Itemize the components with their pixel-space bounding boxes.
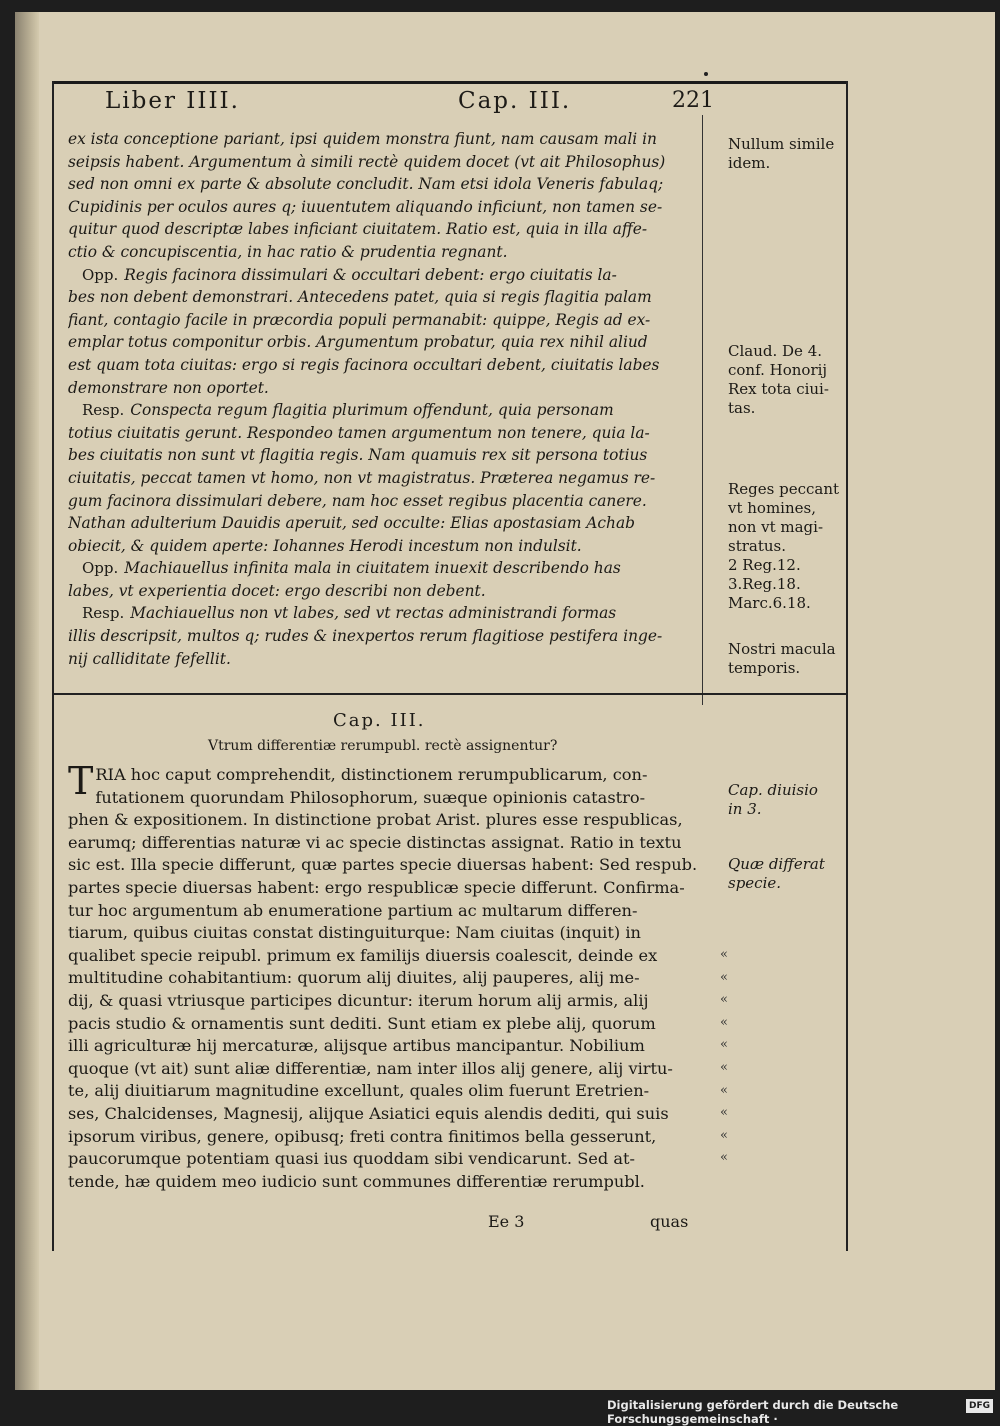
upper-line-text: ciuitatis, peccat tamen vt homo, non vt magistratus. Præterea negamus re- bbox=[68, 468, 656, 487]
lower-text-line: sic est. Illa specie differunt, quæ partes specie diuersas habent: Sed respub. bbox=[68, 855, 698, 875]
margin-note-line: conf. Honorij bbox=[728, 361, 828, 379]
upper-text-line bbox=[68, 264, 708, 287]
margin-note-line: Nullum simile bbox=[728, 135, 835, 153]
upper-line-text: labes, vt experientia docet: ergo describi non debent. bbox=[68, 581, 486, 600]
margin-note-line: Cap. diuisio bbox=[728, 781, 818, 799]
margin-note-line: 2 Reg.12. bbox=[728, 556, 801, 574]
upper-text-line bbox=[68, 422, 708, 445]
upper-line-text: Machiauellus infinita mala in ciuitatem inuexit describendo has bbox=[124, 559, 621, 578]
upper-text-line bbox=[68, 218, 708, 241]
upper-line-text: fiant, contagio facile in præcordia populi permanabit: quippe, Regis ad ex- bbox=[68, 310, 651, 329]
margin-note-2 bbox=[728, 342, 829, 418]
margin-note-line: idem. bbox=[728, 154, 771, 172]
upper-line-text: Cupidinis per oculos aures q; iuuentutem aliquando inficiunt, non tamen se- bbox=[68, 197, 663, 216]
margin-note-line: tas. bbox=[728, 399, 756, 417]
ink-dot bbox=[704, 72, 708, 76]
upper-line-text: bes non debent demonstrari. Antecedens patet, quia si regis flagitia palam bbox=[68, 288, 652, 307]
objection-label: Opp. bbox=[82, 265, 119, 284]
quote-mark: « bbox=[720, 1127, 728, 1143]
upper-line-text: emplar totus componitur orbis. Argumentum probatur, quia rex nihil aliud bbox=[68, 333, 648, 352]
quote-mark: « bbox=[720, 947, 728, 962]
quote-mark: « bbox=[720, 969, 728, 985]
quote-mark: « bbox=[720, 992, 728, 1008]
lower-text-line: RIA hoc caput comprehendit, distinctionem rerumpublicarum, con- bbox=[95, 765, 648, 784]
upper-line-text: gum facinora dissimulari debere, nam hoc esset regibus placentia canere. bbox=[68, 491, 647, 510]
margin-note-4 bbox=[728, 640, 836, 678]
margin-note-5 bbox=[728, 781, 818, 819]
margin-note-6 bbox=[728, 855, 825, 893]
lower-text-line: dij, & quasi vtriusque participes dicuntur: iterum horum alij armis, alij bbox=[68, 990, 649, 1010]
right-frame-rule bbox=[846, 81, 848, 1251]
lower-text-line: phen & expositionem. In distinctione probat Arist. plures esse respublicas, bbox=[68, 810, 683, 830]
dfg-logo: DFG bbox=[966, 1399, 993, 1413]
margin-note-line: stratus. bbox=[728, 537, 786, 555]
upper-line-text: seipsis habent. Argumentum à simili rectè quidem docet (vt ait Philosophus) bbox=[68, 152, 666, 171]
quote-mark: « bbox=[720, 1150, 728, 1166]
lower-text-line: earumq; differentias naturæ vi ac specie distinctas assignat. Ratio in textu bbox=[68, 832, 682, 852]
margin-note-line: non vt magi- bbox=[728, 518, 824, 536]
lower-text-block bbox=[68, 759, 708, 1193]
quote-mark: « bbox=[720, 1105, 728, 1121]
lower-text-line: futationem quorundam Philosophorum, suæque opinionis catastro- bbox=[95, 787, 646, 807]
lower-text-line: pacis studio & ornamentis sunt dediti. Sunt etiam ex plebe alij, quorum bbox=[68, 1013, 656, 1033]
upper-text-line bbox=[68, 490, 708, 513]
top-frame-rule bbox=[52, 81, 848, 84]
running-head bbox=[0, 88, 1000, 120]
lower-text-line: te, alij diuitiarum magnitudine excellunt, quales olim fuerunt Eretrien- bbox=[68, 1081, 650, 1101]
objection-label: Resp. bbox=[82, 604, 125, 623]
upper-text-line bbox=[68, 557, 708, 580]
lower-text-line: tende, hæ quidem meo iudicio sunt communes differentiæ rerumpubl. bbox=[68, 1171, 645, 1191]
margin-note-3 bbox=[728, 480, 839, 613]
upper-line-text: Nathan adulterium Dauidis aperuit, sed occulte: Elias apostasiam Achab bbox=[68, 514, 635, 533]
upper-text-line bbox=[68, 602, 708, 625]
margin-note-line: vt homines, bbox=[728, 499, 816, 517]
lower-text-line: tiarum, quibus ciuitas constat distinguiturque: Nam ciuitas (inquit) in bbox=[68, 923, 641, 943]
upper-line-text: sed non omni ex parte & absolute concludit. Nam etsi idola Veneris fabulaq; bbox=[68, 175, 664, 194]
chapter-question: Vtrum differentiæ rerumpubl. rectè assignentur? bbox=[208, 738, 558, 754]
upper-line-text: est quam tota ciuitas: ergo si regis facinora occultari debent, ciuitatis labes bbox=[68, 355, 660, 374]
upper-line-text: ex ista conceptione pariant, ipsi quidem monstra fiunt, nam causam mali in bbox=[68, 130, 657, 148]
margin-note-line: in 3. bbox=[728, 800, 762, 818]
objection-label: Opp. bbox=[82, 559, 119, 578]
upper-text-line bbox=[68, 399, 708, 422]
margin-note-line: Claud. De 4. bbox=[728, 342, 822, 360]
quotation-marks-column bbox=[720, 944, 750, 1170]
lower-text-line: partes specie diuersas habent: ergo respublicæ specie differunt. Confirma- bbox=[68, 877, 685, 897]
upper-text-line bbox=[68, 173, 708, 196]
upper-line-text: nij calliditate fefellit. bbox=[68, 649, 231, 668]
upper-text-line bbox=[68, 377, 708, 400]
upper-text-line bbox=[68, 512, 708, 535]
upper-text-line bbox=[68, 151, 708, 174]
catchword: quas bbox=[650, 1212, 689, 1231]
upper-line-text: illis descripsit, multos q; rudes & inexpertos rerum flagitiose pestifera inge- bbox=[68, 627, 663, 646]
margin-note-line: Marc.6.18. bbox=[728, 594, 811, 612]
upper-text-line bbox=[68, 196, 708, 219]
quote-mark: « bbox=[720, 1059, 728, 1075]
margin-note-line: Nostri macula bbox=[728, 640, 836, 658]
upper-text-line bbox=[68, 286, 708, 309]
signature-mark: Ee 3 bbox=[488, 1212, 525, 1231]
upper-line-text: quitur quod descriptæ labes inficiant ciuitatem. Ratio est, quia in illa affe- bbox=[68, 220, 648, 239]
upper-text-line bbox=[68, 128, 708, 151]
upper-line-text: Regis facinora dissimulari & occultari debent: ergo ciuitatis la- bbox=[124, 265, 617, 284]
upper-line-text: Conspecta regum flagitia plurimum offendunt, quia personam bbox=[130, 401, 614, 420]
upper-text-line bbox=[68, 467, 708, 490]
upper-text-line bbox=[68, 444, 708, 467]
lower-text-line: ipsorum viribus, genere, opibusq; freti contra finitimos bella gesserunt, bbox=[68, 1126, 657, 1146]
drop-initial: T bbox=[68, 759, 94, 803]
upper-text-line bbox=[68, 625, 708, 648]
chapter-heading: Cap. III. bbox=[333, 710, 426, 731]
upper-text-block bbox=[68, 128, 708, 670]
section-divider-rule bbox=[52, 693, 848, 695]
page-binding-shadow bbox=[15, 12, 39, 1390]
upper-line-text: bes ciuitatis non sunt vt flagitia regis. Nam quamuis rex sit persona totius bbox=[68, 446, 648, 465]
margin-note-line: Reges peccant bbox=[728, 480, 840, 498]
upper-line-text: Machiauellus non vt labes, sed vt rectas administrandi formas bbox=[130, 604, 617, 623]
upper-text-line bbox=[68, 354, 708, 377]
lower-text-line: qualibet specie reipubl. primum ex familijs diuersis coalescit, deinde ex bbox=[68, 945, 658, 965]
lower-text-line: illi agriculturæ hij mercaturæ, alijsque artibus mancipantur. Nobilium bbox=[68, 1036, 645, 1056]
upper-text-line bbox=[68, 535, 708, 558]
lower-text-line: paucorumque potentiam quasi ius quoddam sibi vendicarunt. Sed at- bbox=[68, 1149, 636, 1169]
margin-note-line: Quæ differat bbox=[728, 855, 825, 873]
margin-note-line: Rex tota ciui- bbox=[728, 380, 829, 398]
upper-text-line bbox=[68, 309, 708, 332]
quote-mark: « bbox=[720, 1014, 728, 1030]
upper-text-line bbox=[68, 648, 708, 671]
lower-text-line: quoque (vt ait) sunt aliæ differentiæ, nam inter illos alij genere, alij virtu- bbox=[68, 1058, 673, 1078]
lower-text-lines bbox=[68, 759, 708, 1193]
running-head-liber: Liber IIII. bbox=[105, 88, 240, 114]
lower-text-line: ses, Chalcidenses, Magnesij, alijque Asiatici equis alendis dediti, qui suis bbox=[68, 1103, 669, 1123]
lower-text-line: tur hoc argumentum ab enumeratione partium ac multarum differen- bbox=[68, 900, 638, 920]
lower-text-line: multitudine cohabitantium: quorum alij diuites, alij pauperes, alij me- bbox=[68, 968, 640, 988]
upper-text-line bbox=[68, 331, 708, 354]
objection-label: Resp. bbox=[82, 401, 125, 420]
upper-line-text: demonstrare non oportet. bbox=[68, 378, 269, 397]
margin-note-line: specie. bbox=[728, 874, 782, 892]
upper-line-text: ctio & concupiscentia, in hac ratio & prudentia regnant. bbox=[68, 242, 508, 261]
upper-line-text: obiecit, & quidem aperte: Iohannes Herodi incestum non indulsit. bbox=[68, 536, 582, 555]
left-frame-rule bbox=[52, 81, 54, 1251]
upper-line-text: totius ciuitatis gerunt. Respondeo tamen argumentum non tenere, quia la- bbox=[68, 423, 650, 442]
running-head-chapter: Cap. III. bbox=[458, 88, 572, 114]
upper-text-line bbox=[68, 241, 708, 264]
upper-text-line bbox=[68, 580, 708, 603]
margin-note-line: temporis. bbox=[728, 659, 801, 677]
attribution-text: Digitalisierung gefördert durch die Deutsche Forschungsgemeinschaft · bbox=[607, 1398, 899, 1426]
quote-mark: « bbox=[720, 1037, 728, 1053]
margin-note-line: 3.Reg.18. bbox=[728, 575, 801, 593]
page-number: 221 bbox=[672, 88, 714, 113]
margin-note-1 bbox=[728, 135, 834, 173]
quote-mark: « bbox=[720, 1082, 728, 1098]
